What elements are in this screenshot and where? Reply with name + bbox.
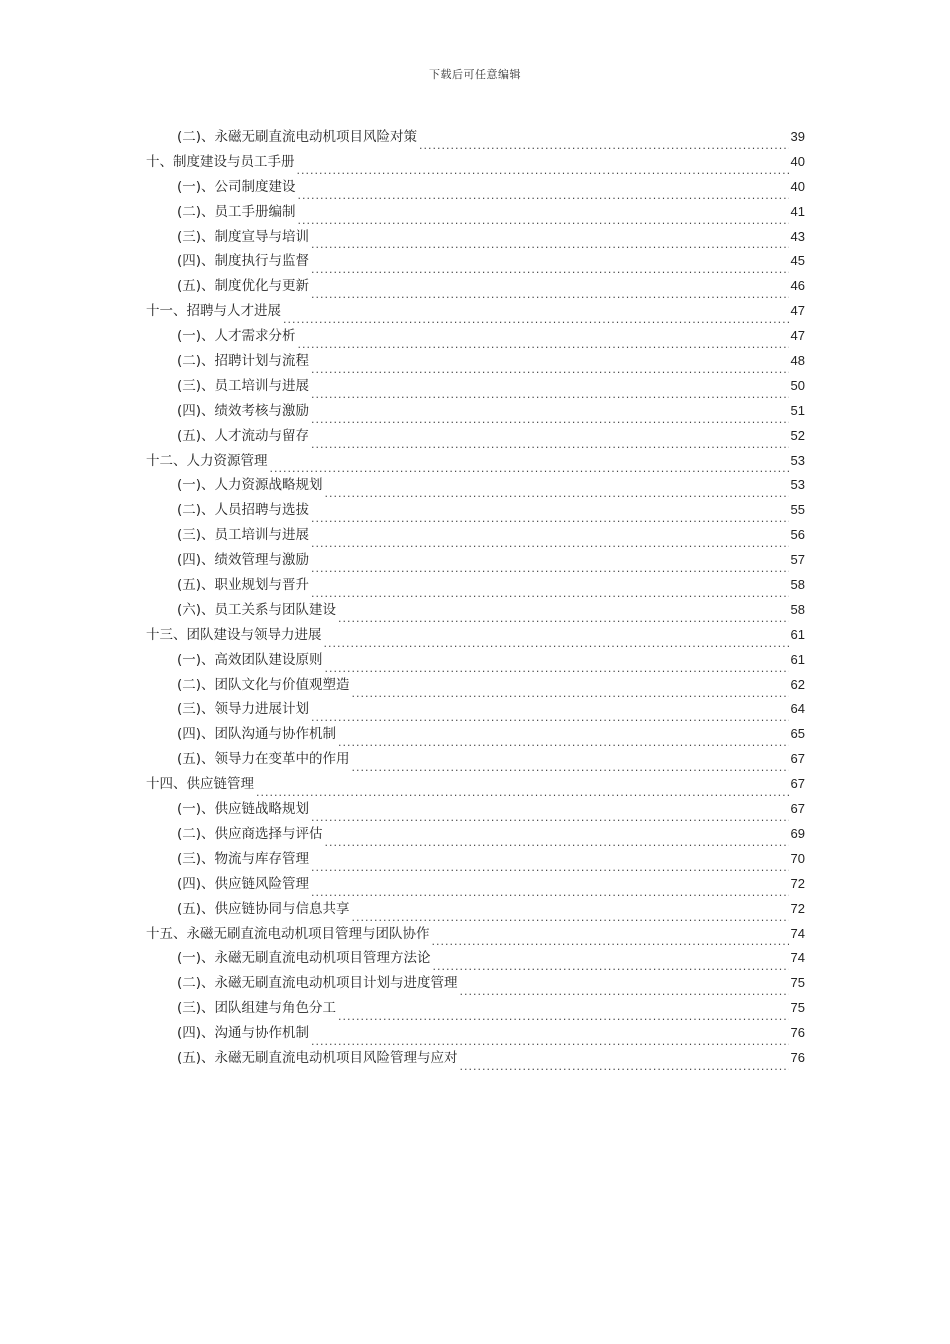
- toc-section-entry[interactable]: [146, 697, 805, 722]
- toc-entry-title: (四)、团队沟通与协作机制: [177, 726, 337, 743]
- toc-page-number: 56: [790, 527, 805, 543]
- toc-entry-title: 十四、供应链管理: [146, 776, 254, 793]
- toc-section-entry[interactable]: [146, 324, 805, 349]
- toc-entry-title: (四)、供应链风险管理: [177, 875, 310, 892]
- toc-page-number: 39: [790, 129, 805, 144]
- toc-entry-title: 十五、永磁无刷直流电动机项目管理与团队协作: [146, 925, 430, 942]
- toc-entry-title: (一)、永磁无刷直流电动机项目管理方法论: [177, 950, 431, 967]
- toc-chapter-entry[interactable]: [146, 150, 805, 175]
- toc-page-number: 61: [790, 651, 805, 667]
- table-of-contents: [146, 125, 805, 1071]
- toc-page-number: 62: [790, 676, 805, 692]
- toc-entry-title: (三)、员工培训与进展: [177, 377, 310, 394]
- toc-section-entry[interactable]: [146, 498, 805, 523]
- toc-entry-title: (三)、物流与库存管理: [177, 850, 310, 867]
- toc-page-number: 76: [790, 1049, 805, 1065]
- toc-page-number: 67: [790, 751, 805, 767]
- toc-dot-leader: [460, 972, 789, 997]
- toc-entry-title: (五)、制度优化与更新: [177, 278, 310, 295]
- toc-section-entry[interactable]: [146, 872, 805, 897]
- toc-page-number: 41: [790, 203, 805, 219]
- toc-chapter-entry[interactable]: [146, 299, 805, 324]
- toc-entry-title: (四)、绩效管理与激励: [177, 552, 310, 569]
- toc-page-number: 40: [790, 178, 805, 194]
- toc-section-entry[interactable]: [146, 274, 805, 299]
- toc-page-number: 75: [790, 975, 805, 991]
- toc-dot-leader: [325, 474, 789, 499]
- toc-section-entry[interactable]: [146, 797, 805, 822]
- toc-entry-title: (一)、人才需求分析: [177, 328, 296, 345]
- toc-section-entry[interactable]: [146, 399, 805, 424]
- toc-entry-title: (三)、团队组建与角色分工: [177, 1000, 337, 1017]
- toc-entry-title: (四)、制度执行与监督: [177, 253, 310, 270]
- toc-section-entry[interactable]: [146, 424, 805, 449]
- toc-section-entry[interactable]: [146, 996, 805, 1021]
- toc-section-entry[interactable]: [146, 374, 805, 399]
- toc-page-number: 75: [790, 1000, 805, 1016]
- toc-page-number: 50: [790, 377, 805, 393]
- toc-entry-title: (三)、员工培训与进展: [177, 527, 310, 544]
- toc-dot-leader: [419, 126, 788, 151]
- toc-dot-leader: [311, 400, 788, 425]
- toc-section-entry[interactable]: [146, 200, 805, 225]
- toc-dot-leader: [298, 201, 789, 226]
- toc-dot-leader: [311, 350, 788, 375]
- toc-chapter-entry[interactable]: [146, 449, 805, 474]
- toc-entry-title: (二)、员工手册编制: [177, 203, 296, 220]
- toc-section-entry[interactable]: [146, 125, 805, 150]
- toc-page-number: 53: [790, 477, 805, 493]
- toc-entry-title: (一)、供应链战略规划: [177, 801, 310, 818]
- toc-page-number: 72: [790, 875, 805, 891]
- toc-section-entry[interactable]: [146, 175, 805, 200]
- toc-section-entry[interactable]: [146, 722, 805, 747]
- toc-page-number: 69: [790, 825, 805, 841]
- toc-entry-title: (三)、领导力进展计划: [177, 701, 310, 718]
- toc-entry-title: 十、制度建设与员工手册: [146, 153, 295, 170]
- toc-dot-leader: [460, 1047, 789, 1072]
- toc-page-number: 47: [790, 328, 805, 344]
- toc-dot-leader: [311, 425, 788, 450]
- toc-entry-title: (五)、永磁无刷直流电动机项目风险管理与应对: [177, 1049, 458, 1066]
- toc-page-number: 74: [790, 925, 805, 941]
- toc-section-entry[interactable]: [146, 822, 805, 847]
- toc-entry-title: 十二、人力资源管理: [146, 452, 268, 469]
- toc-section-entry[interactable]: [146, 225, 805, 250]
- toc-page-number: 57: [790, 552, 805, 568]
- toc-dot-leader: [311, 275, 788, 300]
- toc-section-entry[interactable]: [146, 349, 805, 374]
- toc-entry-title: (二)、永磁无刷直流电动机项目计划与进度管理: [177, 975, 458, 992]
- toc-entry-title: (二)、团队文化与价值观塑造: [177, 676, 350, 693]
- toc-dot-leader: [338, 997, 788, 1022]
- toc-dot-leader: [311, 873, 788, 898]
- toc-dot-leader: [338, 723, 788, 748]
- toc-section-entry[interactable]: [146, 897, 805, 922]
- toc-page-number: 48: [790, 353, 805, 369]
- toc-entry-title: (四)、绩效考核与激励: [177, 402, 310, 419]
- toc-page-number: 65: [790, 726, 805, 742]
- toc-page-number: 58: [790, 601, 805, 617]
- toc-entry-title: (一)、公司制度建设: [177, 178, 296, 195]
- toc-page-number: 53: [790, 452, 805, 468]
- toc-entry-title: (一)、高效团队建设原则: [177, 651, 323, 668]
- toc-dot-leader: [311, 375, 788, 400]
- toc-page-number: 52: [790, 427, 805, 443]
- toc-page-number: 43: [790, 228, 805, 244]
- toc-dot-leader: [298, 176, 789, 201]
- toc-entry-title: (二)、永磁无刷直流电动机项目风险对策: [177, 129, 418, 145]
- toc-section-entry[interactable]: [146, 747, 805, 772]
- toc-page-number: 47: [790, 303, 805, 319]
- toc-page-number: 76: [790, 1025, 805, 1041]
- toc-page-number: 45: [790, 253, 805, 269]
- toc-entry-title: 十三、团队建设与领导力进展: [146, 626, 322, 643]
- toc-dot-leader: [325, 823, 789, 848]
- toc-dot-leader: [311, 1022, 788, 1047]
- toc-dot-leader: [311, 250, 788, 275]
- toc-dot-leader: [311, 798, 788, 823]
- toc-dot-leader: [325, 649, 789, 674]
- toc-section-entry[interactable]: [146, 523, 805, 548]
- toc-entry-title: (三)、制度宣导与培训: [177, 228, 310, 245]
- toc-entry-title: (五)、人才流动与留存: [177, 427, 310, 444]
- toc-dot-leader: [352, 898, 789, 923]
- toc-entry-title: (五)、领导力在变革中的作用: [177, 751, 350, 768]
- toc-dot-leader: [432, 923, 789, 948]
- toc-dot-leader: [352, 674, 789, 699]
- toc-dot-leader: [433, 947, 789, 972]
- toc-dot-leader: [352, 748, 789, 773]
- toc-section-entry[interactable]: [146, 1046, 805, 1071]
- toc-page-number: 67: [790, 776, 805, 792]
- toc-page-number: 46: [790, 278, 805, 294]
- toc-dot-leader: [311, 574, 788, 599]
- toc-page-number: 61: [790, 626, 805, 642]
- toc-page-number: 72: [790, 900, 805, 916]
- toc-dot-leader: [311, 549, 788, 574]
- toc-dot-leader: [283, 300, 789, 325]
- toc-section-entry[interactable]: [146, 249, 805, 274]
- toc-entry-title: (六)、员工关系与团队建设: [177, 601, 337, 618]
- toc-entry-title: (二)、供应商选择与评估: [177, 825, 323, 842]
- toc-section-entry[interactable]: [146, 548, 805, 573]
- toc-entry-title: (五)、供应链协同与信息共享: [177, 900, 350, 917]
- page-header: 下载后可任意编辑: [429, 68, 521, 81]
- toc-dot-leader: [311, 848, 788, 873]
- toc-page-number: 67: [790, 801, 805, 817]
- toc-dot-leader: [311, 499, 788, 524]
- toc-chapter-entry[interactable]: [146, 772, 805, 797]
- toc-entry-title: 十一、招聘与人才进展: [146, 303, 281, 320]
- toc-section-entry[interactable]: [146, 473, 805, 498]
- toc-entry-title: (四)、沟通与协作机制: [177, 1025, 310, 1042]
- toc-dot-leader: [311, 524, 788, 549]
- toc-page-number: 55: [790, 502, 805, 518]
- toc-dot-leader: [297, 151, 789, 176]
- toc-section-entry[interactable]: [146, 971, 805, 996]
- toc-chapter-entry[interactable]: [146, 922, 805, 947]
- toc-dot-leader: [298, 325, 789, 350]
- toc-section-entry[interactable]: [146, 598, 805, 623]
- toc-dot-leader: [256, 773, 789, 798]
- toc-dot-leader: [311, 226, 788, 251]
- toc-page-number: 51: [790, 402, 805, 418]
- toc-page-number: 70: [790, 850, 805, 866]
- toc-page-number: 74: [790, 950, 805, 966]
- toc-section-entry[interactable]: [146, 847, 805, 872]
- toc-page-number: 58: [790, 577, 805, 593]
- toc-section-entry[interactable]: [146, 648, 805, 673]
- toc-chapter-entry[interactable]: [146, 623, 805, 648]
- toc-dot-leader: [311, 698, 788, 723]
- toc-section-entry[interactable]: [146, 573, 805, 598]
- toc-entry-title: (五)、职业规划与晋升: [177, 577, 310, 594]
- toc-dot-leader: [270, 450, 789, 475]
- toc-dot-leader: [324, 624, 789, 649]
- toc-page-number: 64: [790, 701, 805, 717]
- toc-section-entry[interactable]: [146, 946, 805, 971]
- toc-dot-leader: [338, 599, 788, 624]
- toc-entry-title: (一)、人力资源战略规划: [177, 477, 323, 494]
- toc-entry-title: (二)、人员招聘与选拔: [177, 502, 310, 519]
- toc-entry-title: (二)、招聘计划与流程: [177, 353, 310, 370]
- toc-section-entry[interactable]: [146, 1021, 805, 1046]
- toc-section-entry[interactable]: [146, 673, 805, 698]
- toc-page-number: 40: [790, 153, 805, 169]
